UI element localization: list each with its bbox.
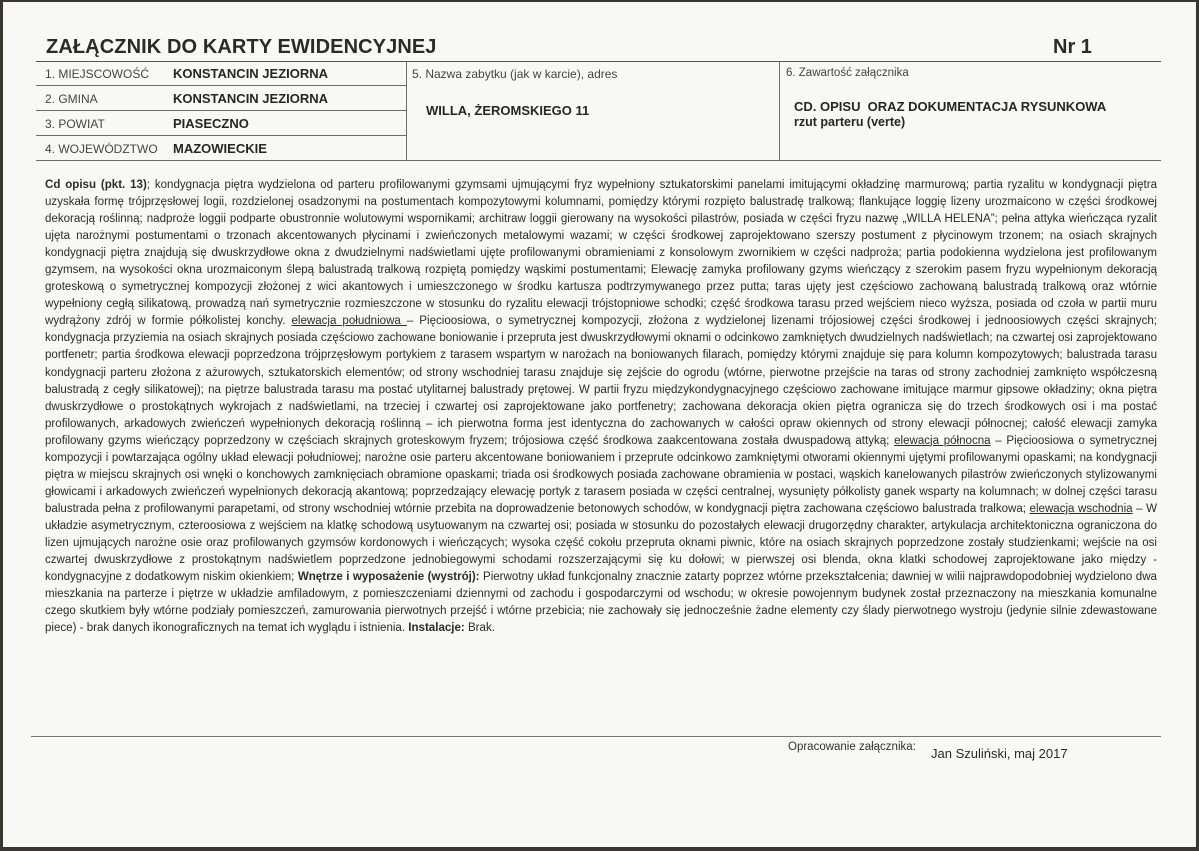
- field-value-wojewodztwo: MAZOWIECKIE: [173, 141, 267, 156]
- description-part-interior: Pierwotny układ funkcjonalny znacznie zatarty poprzez wtórne przekształcenia; dawniej w wilii najprawdopodobniej wydzielono dwa mieszkania na parterze i piętrze w układzie amfiladowym, z pomieszczeniami dziennymi od zachodu i gospodarczymi od wschodu; w okresie powojennym budynek został przeznaczony na mieszkania komunalne czego skutkiem były wtórne podziały pomieszczeń, zamurowania pierwotnych przejść i wtórne przebicia; nie zachowały się jednocześnie żadne elementy czy ślady pierwotnego wystroju (jedynie silnie zdewastowane piece) - brak danych ikonograficznych na temat ich wyglądu i istnienia.: [45, 571, 1157, 635]
- field-label-miejscowosc: 1. MIEJSCOWOŚĆ: [45, 67, 150, 81]
- monument-label: 5. Nazwa zabytku (jak w karcie), adres: [412, 67, 618, 81]
- divider: [779, 61, 780, 160]
- field-label-wojewodztwo: 4. WOJEWÓDZTWO: [45, 142, 158, 156]
- description-text: [45, 177, 1157, 637]
- section-south-elevation: elewacja południowa: [291, 315, 407, 328]
- contents-value-line2: rzut parteru (verte): [794, 115, 906, 129]
- prepared-by-value: Jan Szuliński, maj 2017: [931, 746, 1068, 761]
- attachment-number: Nr 1: [1053, 36, 1092, 58]
- divider: [36, 160, 1161, 161]
- prepared-by-label: Opracowanie załącznika:: [788, 741, 916, 753]
- description-part-north: – Pięcioosiowa o symetrycznej kompozycji i powtarzająca ogólny układ elewacji południowej; narożne osie parteru akcentowane boniowaniem i przeprute odcinkowo zamkniętymi otworami okiennymi ujętymi profilowanymi opaskami; na kondygnacji piętra w miejscu skrajnych osi wnęki o konchowych zamknięciach obramione opaskami; triada osi środkowych posiada zachowane obramienia w postaci, wąskich kanelowanych pilastrów zwieńczonych stylizowanymi głowicami i arkadowych zwieńczeń wypełnionych dekoracją akantową; poprzedzający elewację portyk z tarasem posiada w części centralnej, wysunięty półkolisty ganek wsparty na kolumnach; w dolnej części tarasu balustrada pełna z profilowanymi parapetami, od strony wschodniej wtórnie przebita na doprowadzenie betonowych schodów, w kondygnacji piętra zachowana częściowo balustrada tralkowa;: [45, 434, 1157, 515]
- field-label-gmina: 2. GMINA: [45, 92, 98, 106]
- section-north-elevation: elewacja północna: [894, 434, 991, 447]
- field-value-gmina: KONSTANCIN JEZIORNA: [173, 91, 329, 106]
- description-intro: Cd opisu (pkt. 13): [45, 179, 147, 191]
- monument-value: WILLA, ŻEROMSKIEGO 11: [426, 103, 590, 118]
- contents-value-line1: CD. OPISU ORAZ DOKUMENTACJA RYSUNKOWA: [794, 99, 1107, 114]
- section-east-elevation: elewacja wschodnia: [1029, 502, 1133, 515]
- divider: [36, 110, 406, 111]
- contents-label: 6. Zawartość załącznika: [786, 67, 909, 79]
- description-part-south: – Pięcioosiowa, o symetrycznej kompozycji, złożona z wydzielonej lizenami trójosiowej części środkowej i jednoosiowych części skrajnych; kondygnacja przyziemia na osiach skrajnych posiada częściowo zachowane boniowanie i przepruta jest dwuskrzydłowymi oknami o odcinkowo zamkniętych dwudzielnych nadświetlach; na czwartej osi zaprojektowano portfenetr; partia środkowa elewacji poprzedzona trójprzęsłowym portykiem z tarasem wspartym w narożach na boniowanych filarach, pomiędzy którymi znajduje się para kolumn kompozytowych; balustrada tarasu kondygnacji parteru złożona z ażurowych, sztukatorskich elementów; od strony wschodniej tarasu znajduje się zejście do ogrodu (wtórne, pierwotne przejście na taras od strony zachodniej zamknięto współczesną balustradą z cegły silikatowej); na piętrze balustrada tarasu ma postać utylitarnej balustrady prętowej. W partii fryzu międzykondygnacyjnego częściowo zachowane imitujące marmur gipsowe okładziny; okna piętra dwuskrzydłowe o prostokątnych wykrojach z nadświetlami, na trzeciej i czwartej osi zaprojektowane jako portfenetry; zachowana dekoracja okien piętra ogranicza się do trzech środkowych osi i ma postać profilowanych, arkadowych zwieńczeń wypełnionych dekoracją roślinną – ich pierwotna forma jest identyczna do zachowanych w całości opraw okiennych od strony elewacji północnej; całość elewacji zamyka profilowany gzyms wieńczący poprzedzony w częściach skrajnych groteskowym fryzem; trójosiowa część środkowa zaakcentowana została dwuspadową attyką;: [45, 315, 1157, 447]
- description-part-front: ; kondygnacja piętra wydzielona od parteru profilowanymi gzymsami ujmującymi fryz wypełniony sztukatorskimi panelami imitującymi okładzinę marmurową; partia ryzalitu w kondygnacji piętra uzyskała formę trójprzęsłowej logii, rozdzielonej osadzonymi na postumentach kompozytowymi kolumnami, pomiędzy którymi rozpięto balustradę tralkową; flankujące loggię lizeny urozmaicono w części środkowej dekoracją roślinną; nadproże loggii podparte obustronnie wolutowymi wspornikami; architraw loggii gierowany na wysokości pilastrów, posiada w części fryzu nazwę „WILLA HELENA”; pełna attyka wieńcząca ryzalit ujęta narożnymi postumentami o trzonach akcentowanych płycinami i zwieńczonych metalowymi wazami; w części środkowej zaprojektowano szerszy postument z płycinowym trzonem; na osiach skrajnych kondygnacji piętra znajdują się dwuskrzydłowe okna z dwudzielnymi nadświetlami ujęte profilowanymi obramieniami z konsolowym zwornikiem w części nadproża; partia podokienna wydzielona jest profilowanym gzymsem, na wysokości okna urozmaiconym ślepą balustradą tralkową rozpiętą pomiędzy wąskimi postumentami; Elewację zamyka profilowany gzyms wieńczący z szerokim pasem fryzu wypełnionym dekoracją groteskową o symetrycznej kompozycji złożonej z wici akantowych i umieszczonego w środku kartusza podtrzymywanego przez putta; taras ujęty jest częściowo zachowaną balustradą tralkową oraz wtórnie wypełniony cegłą silikatową, prowadzą nań symetrycznie rozmieszczone w stosunku do ryzalitu elewacji trójstopniowe schodki; część środkowa tarasu przed wejściem nieco wyższa, posiada od czoła w partii muru wydrążony zdrój w formie półkolistej konchy.: [45, 179, 1157, 328]
- section-installations: Instalacje:: [408, 622, 465, 635]
- divider: [406, 61, 407, 160]
- field-value-miejscowosc: KONSTANCIN JEZIORNA: [173, 66, 329, 81]
- document-title: ZAŁĄCZNIK DO KARTY EWIDENCYJNEJ: [46, 36, 437, 58]
- divider: [36, 85, 406, 86]
- divider: [31, 736, 1161, 737]
- document-page: [3, 2, 1196, 847]
- divider: [36, 135, 406, 136]
- divider: [36, 61, 1161, 62]
- description-part-installations: Brak.: [464, 622, 495, 635]
- field-value-powiat: PIASECZNO: [173, 116, 249, 131]
- description-part-east: – W układzie asymetrycznym, czteroosiowa z wejściem na klatkę schodową usytuowanym na czwartej osi; posiada w stosunku do pozostałych elewacji drugorzędny charakter, artykulacja architektoniczna ograniczona do lizen ujmujących narożne osie oraz profilowanych gzymsów kordonowych i wieńczących; wysoka część cokołu przepruta oknami piwnic, które na osiach skrajnych poprzedzone zostały studzienkami; wejście na osi czwartej dwuskrzydłowe z prostokątnym nadświetlem poprzedzone jednobiegowymi schodami rozszerzającymi się ku dołowi; w pierwszej osi blenda, okna klatki schodowej zaprojektowane jako między - kondygnacyjne z dodatkowym niskim okienkiem;: [45, 502, 1157, 584]
- section-interior: Wnętrze i wyposażenie (wystrój):: [297, 571, 480, 584]
- field-label-powiat: 3. POWIAT: [45, 117, 105, 131]
